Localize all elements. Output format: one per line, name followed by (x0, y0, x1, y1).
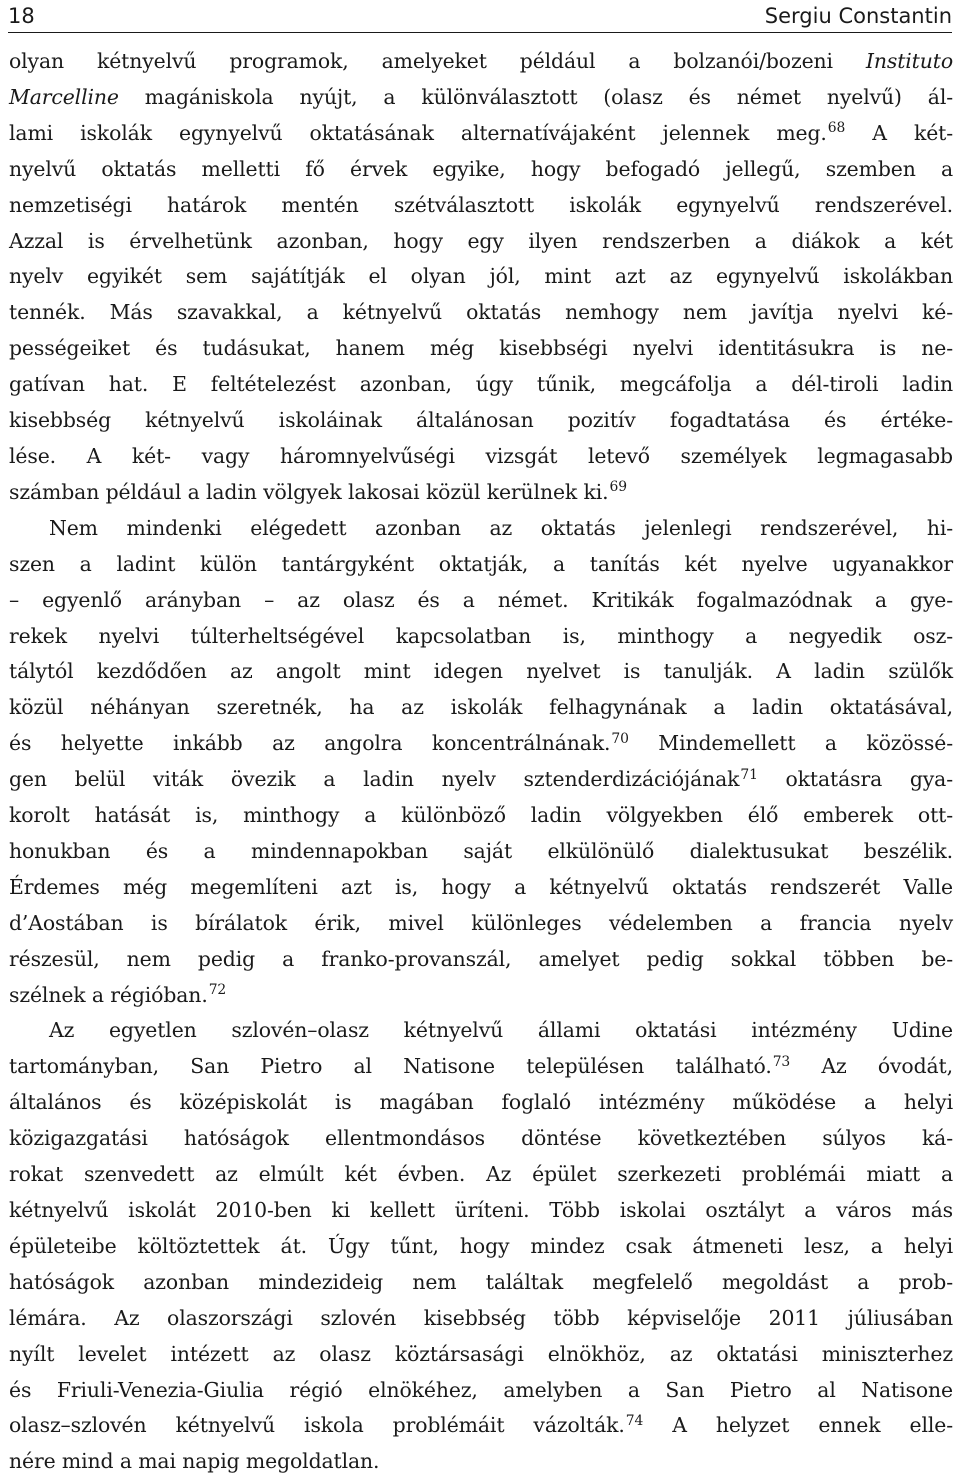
text-line (9, 1049, 953, 1085)
line-text: lése. A két- vagy háromnyelvűségi vizsgát letevő személyek legmagasabb (9, 443, 953, 468)
text-line (9, 942, 953, 978)
line-text: gatívan hat. E feltételezést azonban, úgy tűnik, megcáfolja a dél-tiroli ladin (9, 372, 953, 397)
text-line (9, 906, 953, 942)
text-line (9, 331, 953, 367)
line-text: közül néhányan szeretnék, ha az iskolák felhagynának a ladin oktatásával, (9, 695, 953, 720)
text-line (9, 870, 953, 906)
text-line (9, 583, 953, 619)
footnote-marker: 74 (625, 1412, 644, 1429)
footnote-marker: 69 (609, 479, 627, 496)
text-line (9, 367, 953, 403)
line-text: pességeiket és tudásukat, hanem még kisebbségi nyelvi identitásukra is ne- (9, 336, 953, 361)
line-text: gen belül viták övezik a ladin nyelv sztenderdizációjának (9, 767, 740, 792)
line-text: nyelvű oktatás melletti fő érvek egyike, hogy befogadó jellegű, szemben a (9, 156, 953, 181)
line-text: részesül, nem pedig a franko-provanszál, amelyet pedig sokkal többen be- (9, 946, 953, 971)
line-text: kétnyelvű iskolát 2010-ben ki kellett üríteni. Több iskolai osztályt a város más (9, 1198, 953, 1222)
text-line (9, 1373, 953, 1409)
footnote-marker: 72 (208, 981, 227, 998)
line-text: rokat szenvedett az elmúlt két évben. Az épület szerkezeti problémái miatt a (9, 1162, 953, 1187)
line-text: nemzetiségi határok mentén szétválasztott iskolák egynyelvű rendszerével. (9, 192, 953, 217)
text-line (9, 726, 953, 762)
text-line (9, 1013, 953, 1049)
line-text: és helyette inkább az angolra koncentrálnának. (9, 731, 611, 756)
italic-text: Instituto (865, 49, 953, 73)
line-text: lami iskolák egynyelvű oktatásának alternatívájaként jelennek meg. (9, 120, 827, 145)
line-text: számban például a ladin völgyek lakosai közül kerülnek ki. (9, 479, 609, 504)
text-line (9, 511, 953, 547)
body-text (9, 44, 953, 1480)
text-line (9, 1229, 953, 1265)
text-line (9, 80, 953, 116)
text-line (9, 1444, 953, 1480)
line-text: nyílt levelet intézett az olasz köztársasági elnökhöz, az oktatási miniszterhez (9, 1341, 953, 1366)
line-text: Nem mindenki elégedett azonban az oktatás jelenlegi rendszerével, hi- (49, 515, 953, 540)
text-line (9, 259, 953, 295)
text-line (9, 44, 953, 80)
text-line (9, 978, 953, 1014)
text-line (9, 188, 953, 224)
line-text: tartományban, San Pietro al Natisone településen található. (9, 1054, 772, 1079)
text-line (9, 798, 953, 834)
line-text: általános és középiskolát is magában foglaló intézmény működése a helyi (9, 1090, 953, 1115)
page-number: 18 (8, 4, 35, 28)
text-line (9, 654, 953, 690)
footnote-marker: 68 (827, 120, 846, 137)
text-line (9, 152, 953, 188)
line-text: tálytól kezdődően az angolt mint idegen nyelvet is tanulják. A ladin szülők (9, 659, 953, 684)
text-line (9, 547, 953, 583)
text-line (9, 619, 953, 655)
line-text-continued: oktatásra gya- (757, 767, 953, 792)
running-header (8, 0, 952, 33)
line-text: – egyenlő arányban – az olasz és a német. Kritikák fogalmazódnak a gye- (9, 587, 953, 612)
text-line (9, 475, 953, 511)
line-text: rekek nyelvi túlterheltségével kapcsolatban is, minthogy a negyedik osz- (9, 623, 953, 648)
line-text-continued: Mindemellett a közössé- (628, 731, 953, 756)
line-text: olyan kétnyelvű programok, amelyeket például a bolzanói/bozeni (9, 49, 866, 73)
line-text: kisebbség kétnyelvű iskoláinak általánosan pozitív fogadtatása és értéke- (9, 408, 953, 433)
line-text: szélnek a régióban. (9, 982, 208, 1007)
text-line (9, 403, 953, 439)
line-text: olasz–szlovén kétnyelvű iskola problémáit vázolták. (9, 1413, 625, 1438)
line-text: hatóságok azonban mindezideig nem találtak megfelelő megoldást a prob- (9, 1269, 953, 1294)
text-line (9, 1408, 953, 1444)
line-text: Érdemes még megemlíteni azt is, hogy a kétnyelvű oktatás rendszerét Valle (9, 874, 953, 899)
text-line (9, 1085, 953, 1121)
text-line (9, 1157, 953, 1193)
text-line (9, 1193, 953, 1229)
text-line (9, 1265, 953, 1301)
line-text: tennék. Más szavakkal, a kétnyelvű oktatás nemhogy nem javítja nyelvi ké- (9, 300, 953, 325)
line-text-continued: A két- (845, 120, 953, 145)
footnote-marker: 71 (740, 766, 758, 783)
line-text: magániskola nyújt, a különválasztott (olasz és német nyelvű) ál- (118, 84, 953, 109)
text-line (9, 224, 953, 260)
text-line (9, 690, 953, 726)
line-text: honukban és a mindennapokban saját elkülönülő dialektusukat beszélik. (9, 838, 953, 863)
text-line (9, 439, 953, 475)
footnote-marker: 70 (611, 730, 629, 747)
line-text-continued: A helyzet ennek elle- (643, 1413, 953, 1438)
footnote-marker: 73 (772, 1053, 791, 1070)
line-text: Az egyetlen szlovén–olasz kétnyelvű állami oktatási intézmény Udine (49, 1018, 953, 1043)
line-text: és Friuli-Venezia-Giulia régió elnökéhez, amelyben a San Pietro al Natisone (9, 1377, 953, 1402)
text-line (9, 1121, 953, 1157)
text-line (9, 1301, 953, 1337)
line-text: épületeibe költöztettek át. Úgy tűnt, hogy mindez csak átmeneti lesz, a helyi (9, 1233, 953, 1258)
italic-text: Marcelline (9, 84, 119, 109)
line-text: d’Aostában is bírálatok érik, mivel különleges védelemben a francia nyelv (9, 910, 953, 935)
line-text: közigazgatási hatóságok ellentmondásos döntése következtében súlyos ká- (9, 1126, 953, 1151)
line-text: nyelv egyikét sem sajátítják el olyan jól, mint azt az egynyelvű iskolákban (9, 264, 953, 289)
text-line (9, 762, 953, 798)
line-text: Azzal is érvelhetünk azonban, hogy egy ilyen rendszerben a diákok a két (9, 228, 953, 253)
text-line (9, 1337, 953, 1373)
running-head-author: Sergiu Constantin (764, 4, 952, 28)
text-line (9, 295, 953, 331)
text-line (9, 116, 953, 152)
line-text: korolt hatását is, minthogy a különböző ladin völgyekben élő emberek ott- (9, 803, 953, 828)
line-text: szen a ladint külön tantárgyként oktatják, a tanítás két nyelve ugyanakkor (9, 551, 953, 576)
line-text-continued: Az óvodát, (790, 1054, 953, 1079)
line-text: lémára. Az olaszországi szlovén kisebbség több képviselője 2011 júliusában (9, 1305, 953, 1330)
text-line (9, 834, 953, 870)
line-text: nére mind a mai napig megoldatlan. (9, 1449, 380, 1474)
